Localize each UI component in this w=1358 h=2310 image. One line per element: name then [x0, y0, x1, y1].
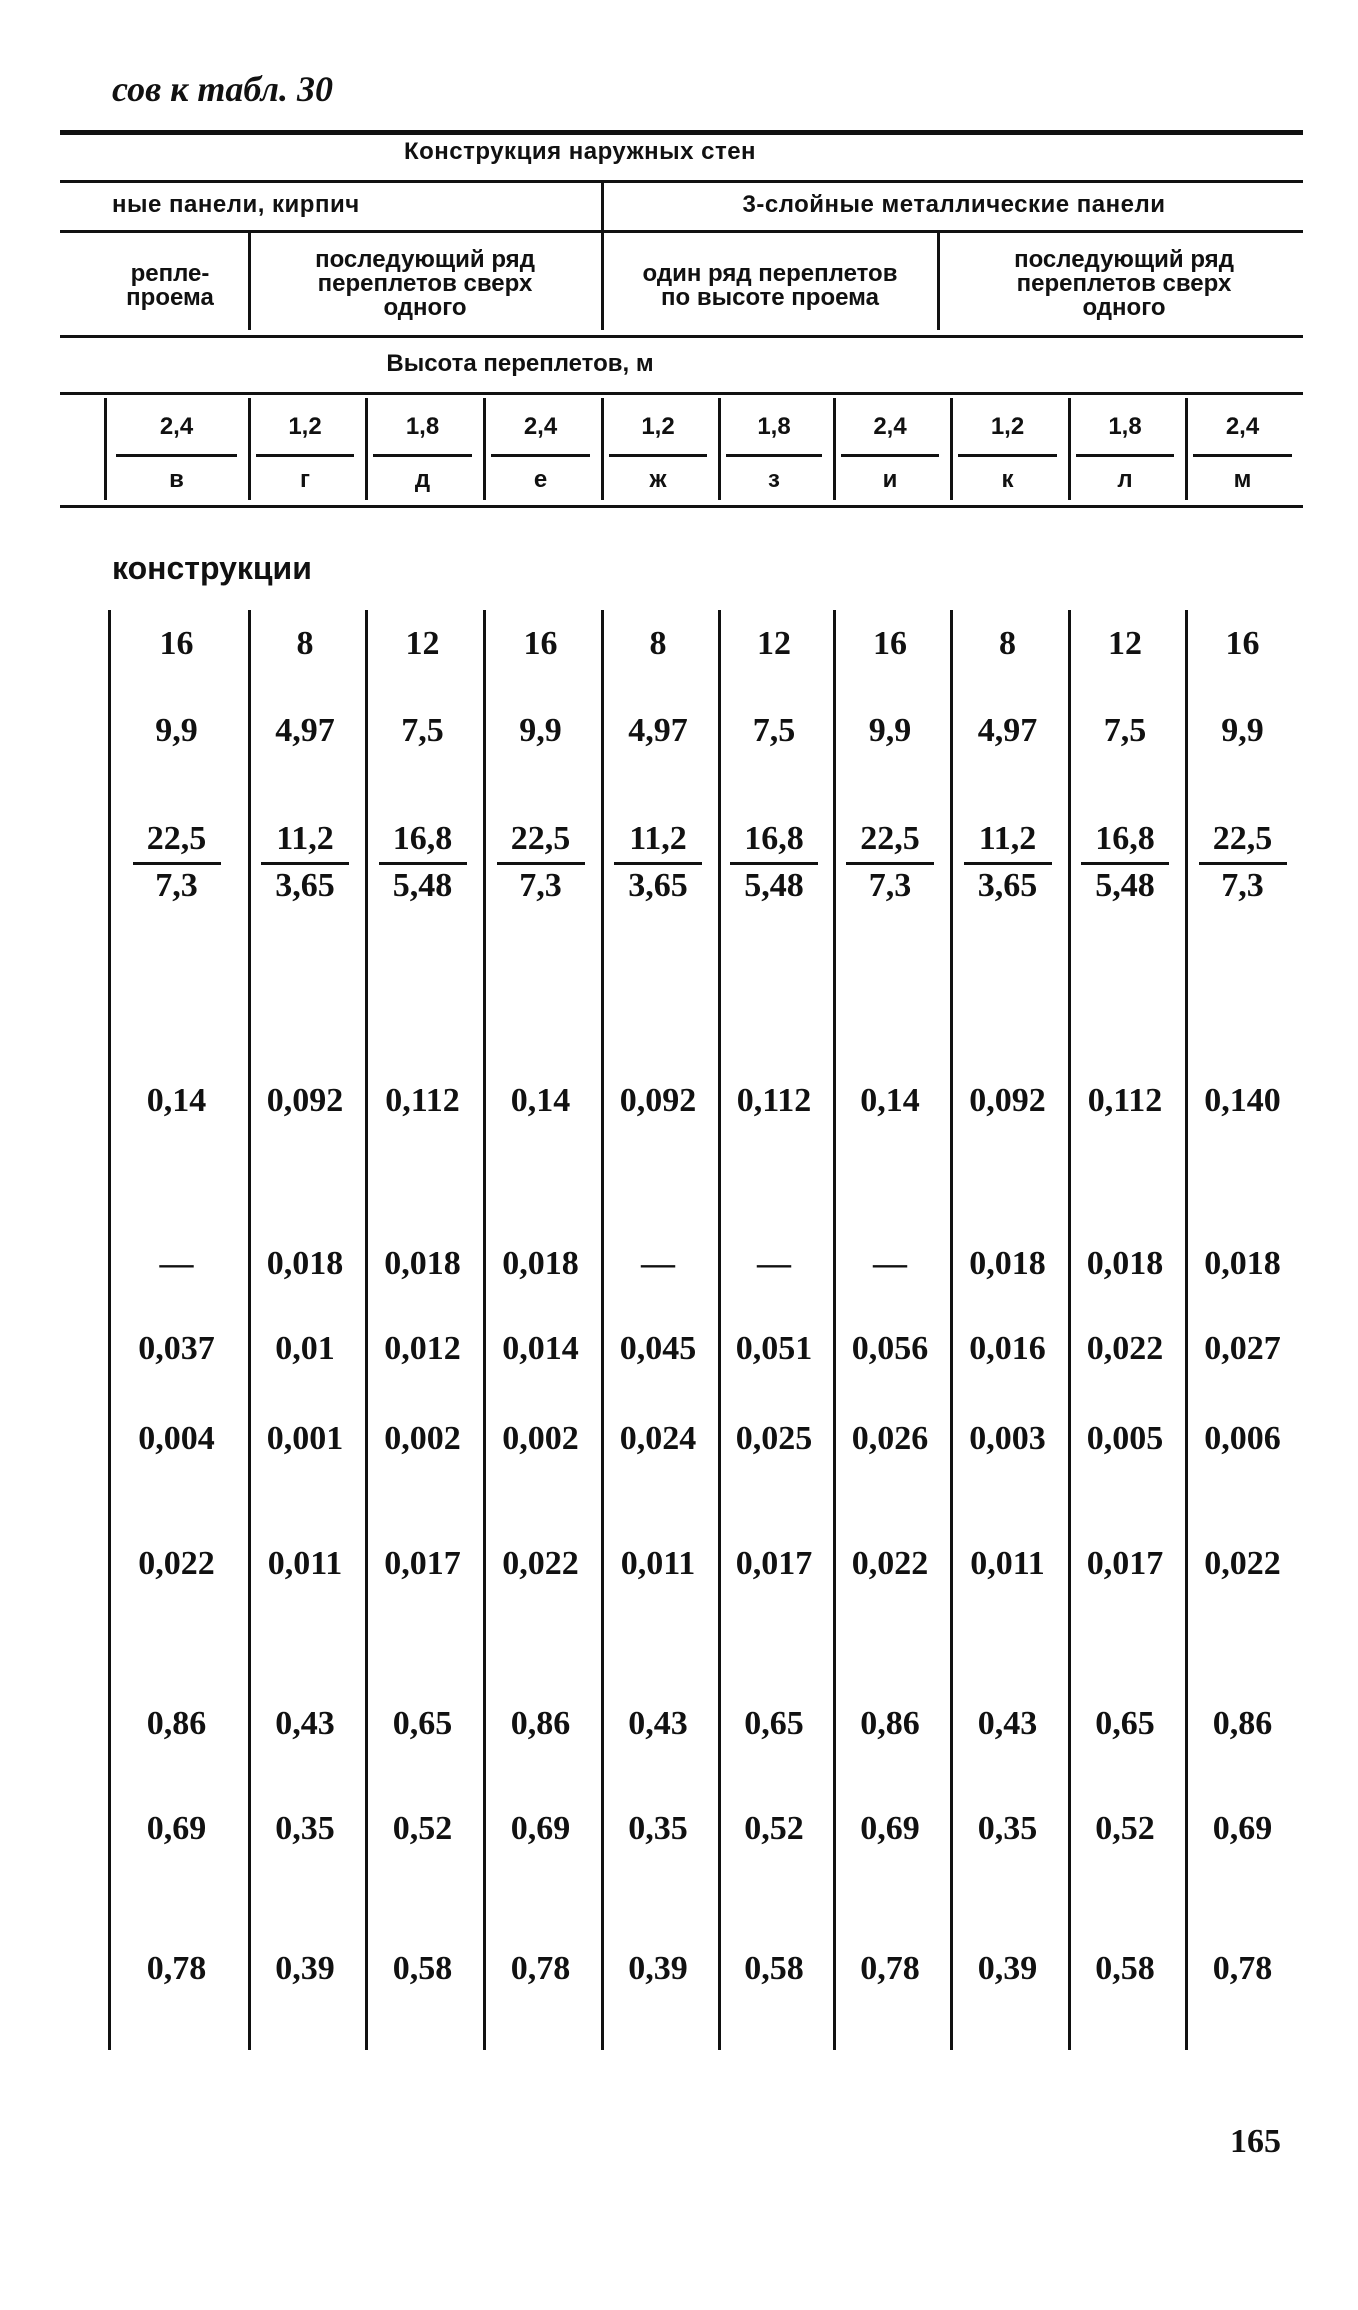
- table-cell-value: 0,39: [275, 1950, 335, 1987]
- table-cell-value: 0,092: [266, 1082, 344, 1119]
- table-cell-value: 0,017: [735, 1545, 813, 1582]
- fraction-numerator: 22,5: [860, 820, 920, 857]
- table-cell-value: 0,112: [736, 1082, 812, 1119]
- table-cell-value: 0,65: [744, 1705, 804, 1742]
- table-cell-value: 0,025: [735, 1420, 813, 1457]
- column-height-underline: [373, 454, 472, 457]
- table-cell-value: 0,011: [970, 1545, 1045, 1582]
- table-cell-value: 4,97: [628, 712, 688, 749]
- table-cell-value: 0,39: [977, 1950, 1038, 1987]
- fraction-value: [608, 820, 708, 905]
- table-cell-value: 0,017: [1086, 1545, 1164, 1582]
- column-height-underline: [841, 454, 939, 457]
- column-height-label: 2,4: [873, 413, 907, 440]
- column-letter: г: [300, 466, 310, 493]
- column-letter: м: [1233, 466, 1252, 493]
- table-cell-value: 0,022: [1204, 1545, 1281, 1582]
- table-cell-value: 0,52: [392, 1810, 453, 1847]
- table-cell-value: 0,112: [1087, 1082, 1163, 1119]
- table-cell-value: 0,52: [744, 1810, 804, 1847]
- table-cell-value: 0,140: [1204, 1082, 1281, 1119]
- table-cell-value: 0,35: [275, 1810, 335, 1847]
- table-cell-value: 0,018: [969, 1245, 1046, 1282]
- table-cell-value: 0,65: [1095, 1705, 1155, 1742]
- column-letter: и: [882, 466, 898, 493]
- fraction-value: [1193, 820, 1293, 905]
- table-cell-value: 9,9: [1221, 712, 1264, 749]
- fraction-numerator: 22,5: [510, 820, 571, 857]
- table-cell-value: 8: [296, 625, 314, 662]
- table-cell-value: 0,35: [977, 1810, 1038, 1847]
- fraction-denominator: 5,48: [392, 867, 453, 904]
- table-cell-value: 0,65: [392, 1705, 453, 1742]
- table-cell-value: 0,002: [502, 1420, 579, 1457]
- table-cell-value: 0,43: [275, 1705, 335, 1742]
- table-cell-value: 9,9: [155, 712, 198, 749]
- fraction-value: [840, 820, 940, 905]
- subheader-4: последующий ряд переплетов сверх одного: [1014, 246, 1234, 321]
- table-cell-value: 0,026: [851, 1420, 929, 1457]
- table-cell-value: 0,004: [138, 1420, 215, 1457]
- column-height-underline: [256, 454, 354, 457]
- table-cell-value: 7,5: [401, 712, 444, 749]
- table-cell-value: 0,037: [138, 1330, 215, 1367]
- table-cell-value: 0,86: [1212, 1705, 1273, 1742]
- header-construction-title: Конструкция наружных стен: [403, 138, 757, 165]
- fraction-value: [1075, 820, 1175, 905]
- column-height-label: 1,8: [1108, 413, 1142, 440]
- table-cell-value: —: [873, 1245, 907, 1282]
- table-cell-value: 0,018: [1204, 1245, 1281, 1282]
- fraction-numerator: 16,8: [744, 820, 804, 857]
- fraction-value: [724, 820, 824, 905]
- column-letter: д: [414, 466, 431, 493]
- table-cell-value: 9,9: [519, 712, 562, 749]
- table-cell-value: 0,012: [384, 1330, 461, 1367]
- fraction-value: [255, 820, 355, 905]
- header-top-rule: [60, 130, 1303, 135]
- column-height-underline: [609, 454, 707, 457]
- table-cell-value: 0,022: [1086, 1330, 1164, 1367]
- table-cell-value: 0,014: [502, 1330, 579, 1367]
- table-cell-value: 7,5: [1103, 712, 1147, 749]
- table-cell-value: 0,018: [1086, 1245, 1164, 1282]
- header-rule-3: [60, 230, 1303, 233]
- table-cell-value: 0,58: [1095, 1950, 1155, 1987]
- column-height-label: 1,2: [641, 413, 675, 440]
- table-cell-value: 0,022: [502, 1545, 579, 1582]
- table-cell-value: 16: [523, 625, 558, 662]
- page-number: 165: [1230, 2123, 1281, 2160]
- table-cell-value: 0,69: [146, 1810, 207, 1847]
- table-cell-value: 12: [1108, 625, 1142, 662]
- table-cell-value: 12: [405, 625, 440, 662]
- table-cell-value: 0,78: [1212, 1950, 1273, 1987]
- table-cell-value: —: [641, 1245, 675, 1282]
- header-group-right: 3-слойные металлические панели: [742, 191, 1166, 218]
- fraction-denominator: 3,65: [628, 867, 688, 904]
- column-height-label: 2,4: [1225, 413, 1260, 440]
- table-cell-value: 0,016: [969, 1330, 1046, 1367]
- fraction-denominator: 7,3: [868, 867, 912, 904]
- header-height-row: Высота переплетов, м: [386, 350, 654, 377]
- table-cell-value: —: [159, 1245, 194, 1282]
- fraction-numerator: 16,8: [392, 820, 453, 857]
- fraction-denominator: 3,65: [977, 867, 1038, 904]
- column-height-underline: [116, 454, 237, 457]
- fraction-value: [373, 820, 473, 905]
- table-cell-value: 0,52: [1095, 1810, 1155, 1847]
- table-cell-value: 0,018: [502, 1245, 579, 1282]
- column-letter: к: [1001, 466, 1014, 493]
- table-cell-value: 0,022: [138, 1545, 215, 1582]
- section-title: конструкции: [112, 550, 312, 586]
- table-cell-value: 0,58: [392, 1950, 453, 1987]
- table-cell-value: 0,003: [969, 1420, 1046, 1457]
- table-cell-value: 0,092: [619, 1082, 697, 1119]
- table-cell-value: 0,01: [275, 1330, 335, 1367]
- fraction-numerator: 22,5: [1212, 820, 1273, 857]
- table-cell-value: 0,69: [860, 1810, 920, 1847]
- column-letter: в: [169, 466, 184, 493]
- header-group-divider: [601, 182, 604, 330]
- header-group-left: ные панели, кирпич: [112, 191, 360, 218]
- column-letter: з: [768, 466, 780, 493]
- table-cell-value: 0,001: [266, 1420, 344, 1457]
- column-height-label: 1,2: [990, 413, 1025, 440]
- table-cell-value: 0,017: [384, 1545, 461, 1582]
- table-cell-value: 0,024: [619, 1420, 697, 1457]
- header-rule-5: [60, 392, 1303, 395]
- fraction-denominator: 5,48: [1095, 867, 1155, 904]
- table-cell-value: 0,056: [851, 1330, 929, 1367]
- table-cell-value: —: [757, 1245, 791, 1282]
- fraction-numerator: 11,2: [276, 820, 334, 857]
- table-cell-value: 0,011: [267, 1545, 343, 1582]
- fraction-denominator: 3,65: [275, 867, 335, 904]
- fraction-denominator: 7,3: [519, 867, 562, 904]
- table-cell-value: 0,58: [744, 1950, 804, 1987]
- continuation-heading: сов к табл. 30: [112, 69, 333, 109]
- column-height-underline: [958, 454, 1057, 457]
- table-cell-value: 0,78: [146, 1950, 207, 1987]
- table-cell-value: 12: [757, 625, 791, 662]
- column-height-underline: [726, 454, 822, 457]
- column-height-label: 1,8: [757, 413, 791, 440]
- fraction-value: [491, 820, 591, 905]
- fraction-numerator: 16,8: [1095, 820, 1155, 857]
- column-header-divider: [104, 398, 107, 500]
- column-height-label: 1,8: [405, 413, 440, 440]
- subheader-divider-3: [937, 232, 940, 330]
- column-letter: ж: [649, 466, 667, 493]
- column-letter: л: [1117, 466, 1133, 493]
- table-cell-value: 0,86: [860, 1705, 920, 1742]
- column-height-label: 2,4: [523, 413, 558, 440]
- header-rule-2: [60, 180, 1303, 183]
- table-cell-value: 0,69: [510, 1810, 571, 1847]
- subheader-divider-1: [248, 232, 251, 330]
- subheader-2: последующий ряд переплетов сверх одного: [315, 246, 535, 321]
- table-cell-value: 0,002: [384, 1420, 461, 1457]
- table-cell-value: 7,5: [752, 712, 796, 749]
- fraction-denominator: 7,3: [155, 867, 198, 904]
- column-height-underline: [1193, 454, 1292, 457]
- table-cell-value: 0,011: [620, 1545, 696, 1582]
- table-cell-value: 0,86: [146, 1705, 207, 1742]
- header-rule-bottom: [60, 505, 1303, 508]
- subheader-1: репле- проема: [126, 260, 214, 311]
- fraction-denominator: 7,3: [1221, 867, 1264, 904]
- table-cell-value: 0,018: [266, 1245, 344, 1282]
- table-cell-value: 0,43: [628, 1705, 688, 1742]
- table-cell-value: 0,022: [851, 1545, 929, 1582]
- table-cell-value: 0,43: [977, 1705, 1038, 1742]
- column-height-label: 2,4: [159, 413, 194, 440]
- table-cell-value: 0,86: [510, 1705, 571, 1742]
- table-cell-value: 16: [159, 625, 194, 662]
- table-cell-value: 4,97: [275, 712, 335, 749]
- table-cell-value: 0,14: [860, 1082, 920, 1119]
- table-cell-value: 4,97: [977, 712, 1038, 749]
- column-height-underline: [491, 454, 590, 457]
- table-cell-value: 16: [873, 625, 907, 662]
- table-cell-value: 0,112: [385, 1082, 460, 1119]
- table-cell-value: 0,005: [1086, 1420, 1164, 1457]
- table-cell-value: 0,78: [510, 1950, 571, 1987]
- table-cell-value: 0,092: [969, 1082, 1046, 1119]
- column-letter: е: [533, 466, 548, 493]
- header-rule-4: [60, 335, 1303, 338]
- fraction-denominator: 5,48: [744, 867, 804, 904]
- table-cell-value: 0,051: [735, 1330, 813, 1367]
- table-cell-value: 0,027: [1204, 1330, 1281, 1367]
- table-cell-value: 8: [649, 625, 667, 662]
- table-cell-value: 0,018: [384, 1245, 461, 1282]
- table-cell-value: 0,39: [628, 1950, 688, 1987]
- subheader-3: один ряд переплетов по высоте проема: [642, 260, 898, 311]
- table-cell-value: 0,78: [860, 1950, 920, 1987]
- fraction-value: [958, 820, 1058, 905]
- table-cell-value: 0,14: [510, 1082, 571, 1119]
- table-cell-value: 0,14: [146, 1082, 207, 1119]
- table-cell-value: 0,35: [628, 1810, 688, 1847]
- table-cell-value: 8: [999, 625, 1016, 662]
- table-cell-value: 16: [1225, 625, 1260, 662]
- fraction-numerator: 22,5: [146, 820, 207, 857]
- column-divider: [108, 610, 111, 2050]
- column-height-label: 1,2: [288, 413, 322, 440]
- fraction-value: [127, 820, 227, 905]
- fraction-numerator: 11,2: [978, 820, 1037, 857]
- table-cell-value: 9,9: [868, 712, 912, 749]
- table-cell-value: 0,006: [1204, 1420, 1281, 1457]
- fraction-numerator: 11,2: [629, 820, 687, 857]
- table-cell-value: 0,69: [1212, 1810, 1273, 1847]
- table-cell-value: 0,045: [619, 1330, 697, 1367]
- column-height-underline: [1076, 454, 1174, 457]
